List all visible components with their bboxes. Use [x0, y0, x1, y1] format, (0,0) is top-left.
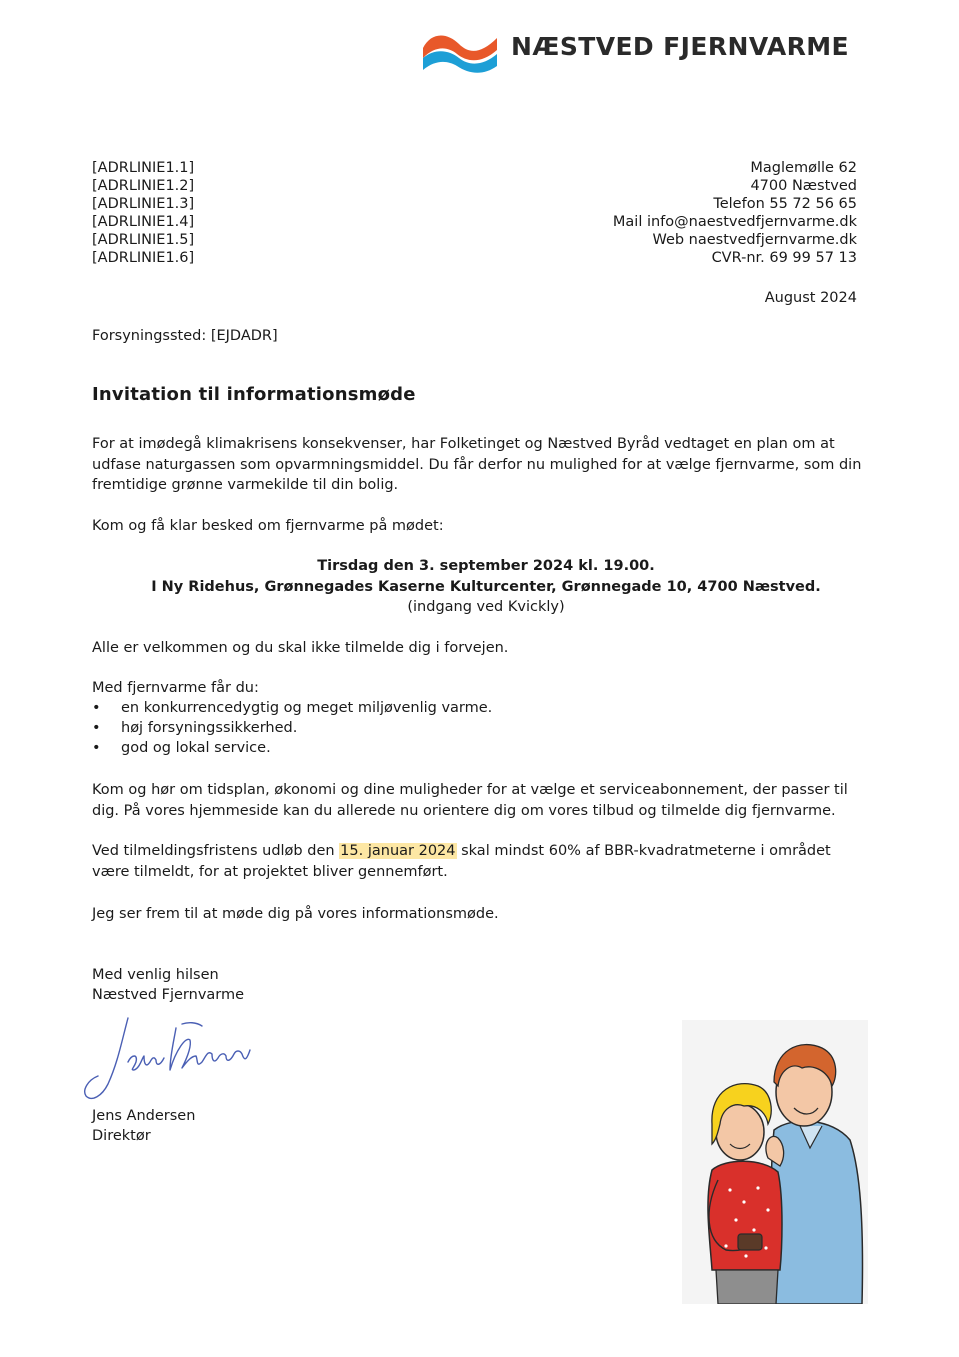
- recipient-address-line: [ADRLINIE1.2]: [92, 178, 195, 194]
- info-paragraph: [92, 780, 882, 821]
- letter-date: August 2024: [764, 290, 857, 306]
- signer-role: Direktør: [92, 1128, 151, 1144]
- bullet-icon: •: [92, 740, 101, 756]
- letter-title: Invitation til informationsmøde: [92, 384, 416, 405]
- bullet-icon: •: [92, 720, 101, 736]
- couple-illustration-icon: [682, 1020, 868, 1304]
- paragraph-line: udfase naturgassen som opvarmningsmiddel. Du får derfor nu mulighed for at vælge fjernvarme, som din: [92, 456, 862, 473]
- recipient-address-line: [ADRLINIE1.6]: [92, 250, 195, 266]
- logo-wave-icon: [421, 28, 501, 74]
- supply-site: Forsyningssted: [EJDADR]: [92, 328, 278, 344]
- paragraph-line: [92, 841, 882, 862]
- intro-paragraph: [92, 434, 882, 496]
- sender-phone: Telefon 55 72 56 65: [713, 196, 857, 212]
- signature-icon: [78, 1010, 258, 1110]
- recipient-address-line: [ADRLINIE1.1]: [92, 160, 195, 176]
- signer-name: Jens Andersen: [92, 1108, 196, 1124]
- signature: [78, 1010, 258, 1110]
- couple-illustration: [682, 1020, 868, 1304]
- recipient-address-line: [ADRLINIE1.4]: [92, 214, 195, 230]
- company-name: Næstved Fjernvarme: [92, 987, 245, 1003]
- meeting-location: I Ny Ridehus, Grønnegades Kaserne Kulturcenter, Grønnegade 10, 4700 Næstved.: [151, 578, 821, 595]
- paragraph-line: være tilmeldt, for at projektet bliver gennemført.: [92, 863, 448, 880]
- list-item-text: en konkurrencedygtig og meget miljøvenlig varme.: [121, 700, 493, 716]
- recipient-address-line: [ADRLINIE1.3]: [92, 196, 195, 212]
- deadline-text-before: Ved tilmeldingsfristens udløb den: [92, 843, 340, 859]
- meeting-details: [92, 556, 880, 618]
- meeting-time: Tirsdag den 3. september 2024 kl. 19.00.: [317, 558, 655, 574]
- paragraph-line: Kom og hør om tidsplan, økonomi og dine muligheder for at vælge et serviceabonnement, der passer til: [92, 782, 848, 798]
- deadline-text-after: skal mindst 60% af BBR-kvadratmeterne i området: [456, 843, 831, 859]
- deadline-date-highlight: 15. januar 2024: [340, 843, 456, 859]
- paragraph-line: dig. På vores hjemmeside kan du allerede nu orientere dig om vores tilbud og tilmelde dig fjernvarme.: [92, 802, 836, 819]
- sender-website: Web naestvedfjernvarme.dk: [652, 232, 857, 248]
- sender-cvr: CVR-nr. 69 99 57 13: [711, 250, 857, 266]
- logo-wordmark: NÆSTVED FJERNVARME: [511, 32, 850, 61]
- paragraph-line: fremtidige grønne varmekilde til din bolig.: [92, 477, 399, 493]
- recipient-address: [92, 159, 194, 267]
- list-item-text: høj forsyningssikkerhed.: [121, 720, 298, 736]
- greeting: Med venlig hilsen: [92, 967, 219, 983]
- deadline-paragraph: [92, 841, 882, 882]
- sender-email: Mail info@naestvedfjernvarme.dk: [612, 214, 857, 230]
- benefits-intro: Med fjernvarme får du:: [92, 680, 259, 696]
- sender-address-line: Maglemølle 62: [750, 160, 857, 176]
- list-item-text: god og lokal service.: [121, 740, 271, 756]
- sender-address: [613, 159, 857, 267]
- meeting-invite: Kom og få klar besked om fjernvarme på mødet:: [92, 518, 444, 534]
- recipient-address-line: [ADRLINIE1.5]: [92, 232, 195, 248]
- closing-line: Jeg ser frem til at møde dig på vores informationsmøde.: [92, 906, 499, 922]
- bullet-icon: •: [92, 700, 101, 716]
- sender-address-line: 4700 Næstved: [750, 178, 857, 194]
- company-logo: [421, 28, 861, 74]
- welcome-text: Alle er velkommen og du skal ikke tilmelde dig i forvejen.: [92, 640, 509, 656]
- paragraph-line: For at imødegå klimakrisens konsekvenser, har Folketinget og Næstved Byråd vedtaget en plan om at: [92, 436, 835, 452]
- meeting-entrance: (indgang ved Kvickly): [407, 599, 565, 615]
